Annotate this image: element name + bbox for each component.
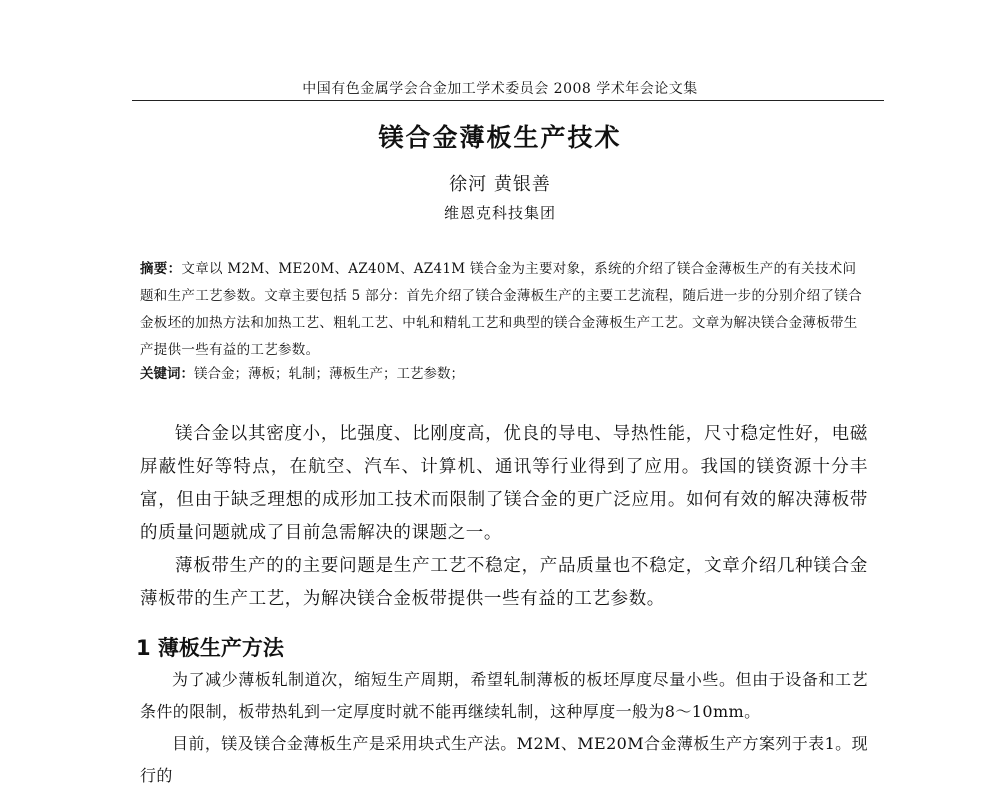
paper-authors: 徐河 黄银善 xyxy=(449,174,551,195)
intro-paragraph-1: 镁合金以其密度小，比强度、比刚度高，优良的导电、导热性能，尺寸稳定性好，电磁屏蔽性好等特点，在航空、汽车、计算机、通讯等行业得到了应用。我国的镁资源十分丰富，但由于缺乏理想的成形加工技术而限制了镁合金的更广泛应用。如何有效的解决薄板带的质量问题就成了目前急需解决的课题之一。 xyxy=(140,424,868,543)
section-body xyxy=(140,664,868,792)
paper-title: 镁合金薄板生产技术 xyxy=(378,123,622,152)
paper-affiliation: 维恩克科技集团 xyxy=(443,204,556,222)
abstract-text: 文章以 M2M、ME20M、AZ40M、AZ41M 镁合金为主要对象，系统的介绍了镁合金薄板生产的有关技术问题和生产工艺参数。文章主要包括 5 部分：首先介绍了镁合金薄板生产的主要工艺流程，随后进一步的分别介绍了镁合金板坯的加热方法和加热工艺、粗轧工艺、中轧和精轧工艺和典型的镁合金薄板生产工艺。文章为解决镁合金薄板带生产提供一些有益的工艺参数。 xyxy=(140,261,862,358)
intro-body xyxy=(140,418,868,616)
keywords-text: 镁合金；薄板；轧制；薄板生产；工艺参数； xyxy=(194,366,464,382)
intro-paragraph-2: 薄板带生产的的主要问题是生产工艺不稳定，产品质量也不稳定，文章介绍几种镁合金薄板带的生产工艺，为解决镁合金板带提供一些有益的工艺参数。 xyxy=(140,556,868,609)
abstract xyxy=(140,256,868,364)
keywords-label: 关键词： xyxy=(140,366,194,382)
section-paragraph-1: 为了减少薄板轧制道次，缩短生产周期，希望轧制薄板的板坯厚度尽量小些。但由于设备和工艺条件的限制，板带热轧到一定厚度时就不能再继续轧制，这种厚度一般为8～10mm。 xyxy=(140,670,868,721)
keywords xyxy=(140,363,868,385)
running-header: 中国有色金属学会合金加工学术委员会 2008 学术年会论文集 xyxy=(302,81,698,97)
section-heading: 1 薄板生产方法 xyxy=(136,636,284,660)
section-paragraph-2: 目前，镁及镁合金薄板生产是采用块式生产法。M2M、ME20M合金薄板生产方案列于表1。现行的 xyxy=(140,734,868,785)
header-rule xyxy=(132,100,884,101)
abstract-label: 摘要： xyxy=(140,261,182,277)
